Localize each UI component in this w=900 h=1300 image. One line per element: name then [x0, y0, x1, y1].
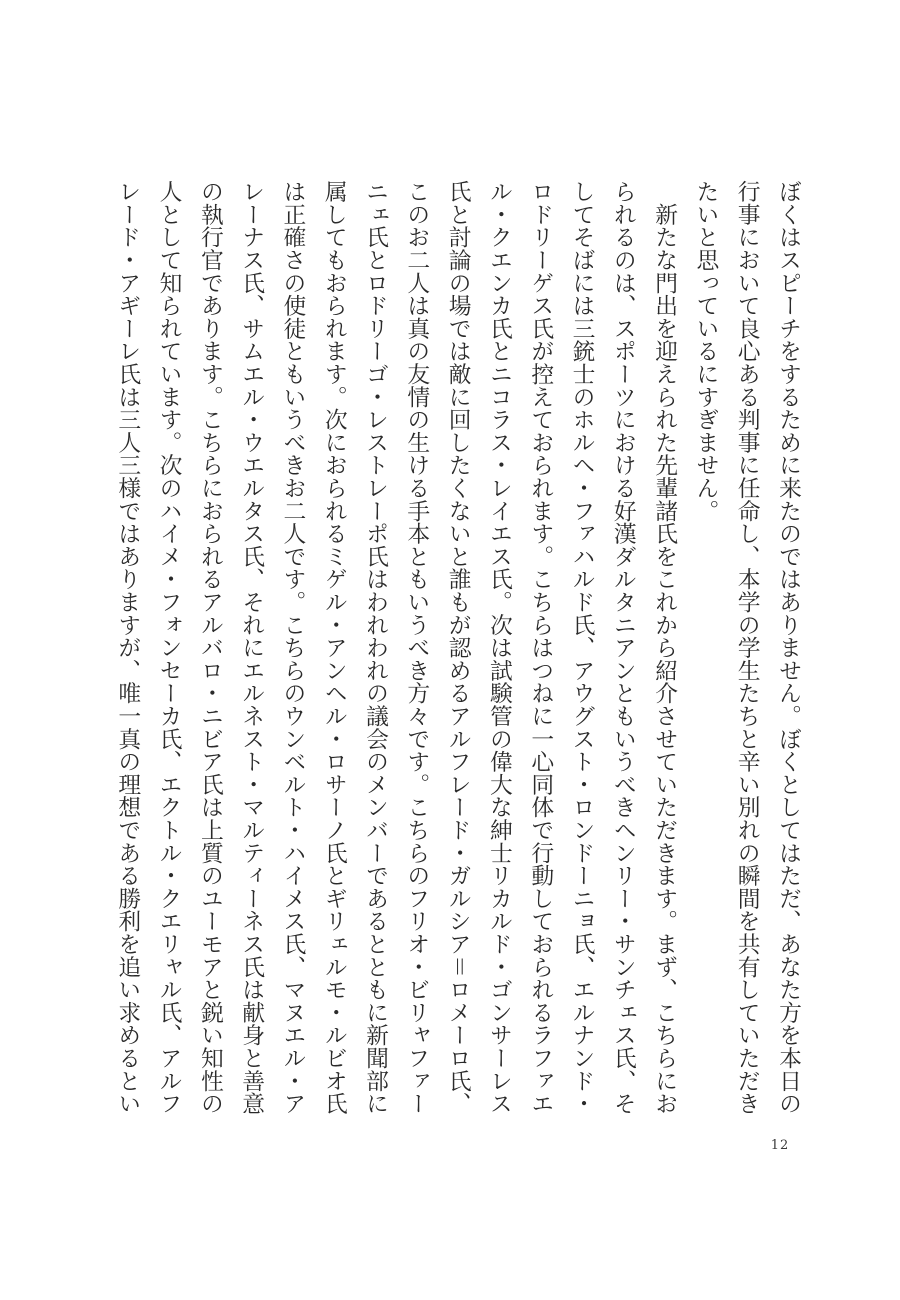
text-line: ニェ氏とロドリーゴ・レストレーポ氏はわれわれの議会のメンバーであるとともに新聞部に — [362, 180, 389, 1115]
text-line: 氏と討論の場では敵に回したくないと誰もが認めるアルフレード・ガルシア＝ロメーロ氏、 — [444, 180, 471, 1115]
body-text — [106, 180, 808, 1130]
text-line: られるのは、スポーツにおける好漢ダルタニアンともいうべきヘンリー・サンチェス氏、そ — [609, 180, 636, 1115]
text-line: レード・アギーレ氏は三人三様ではありますが、唯一真の理想である勝利を追い求めるとい — [114, 180, 141, 1115]
text-line: 人として知られています。次のハイメ・フォンセーカ氏、エクトル・クエリャル氏、アルフ — [155, 180, 182, 1115]
text-line: してそばには三銃士のホルヘ・ファハルド氏、アウグスト・ロンドーニョ氏、エルナンド・ — [568, 180, 595, 1115]
text-line: ぼくはスピーチをするために来たのではありません。ぼくとしてはただ、あなた方を本日の — [775, 180, 801, 1115]
text-line: たいと思っているにすぎません。 — [692, 180, 719, 522]
text-line: の執行官であります。こちらにおられるアルバロ・ニビア氏は上質のユーモアと鋭い知性の — [196, 180, 223, 1115]
page-number: 12 — [770, 1138, 790, 1153]
text-line: 行事において良心ある判事に任命し、本学の学生たちと辛い別れの瞬間を共有していただき — [733, 180, 760, 1115]
text-line: レーナス氏、サムエル・ウエルタス氏、それにエルネスト・マルティーネス氏は献身と善意 — [238, 180, 265, 1115]
text-line: このお二人は真の友情の生ける手本ともいうべき方々です。こちらのフリオ・ビリャファー — [403, 180, 430, 1115]
text-line: ル・クエンカ氏とニコラス・レイエス氏。次は試験管の偉大な紳士リカルド・ゴンサーレス — [485, 180, 512, 1115]
text-line: 属してもおられます。次におられるミゲル・アンヘル・ロサーノ氏とギリェルモ・ルビオ氏 — [320, 180, 347, 1115]
text-line: 新たな門出を迎えられた先輩諸氏をこれから紹介させていただきます。まず、こちらにお — [651, 180, 678, 1115]
text-line: は正確さの使徒ともいうべきお二人です。こちらのウンベルト・ハイメス氏、マヌエル・ア — [279, 180, 306, 1115]
text-line: ロドリーゲス氏が控えておられます。こちらはつねに一心同体で行動しておられるラファエ — [527, 180, 554, 1115]
